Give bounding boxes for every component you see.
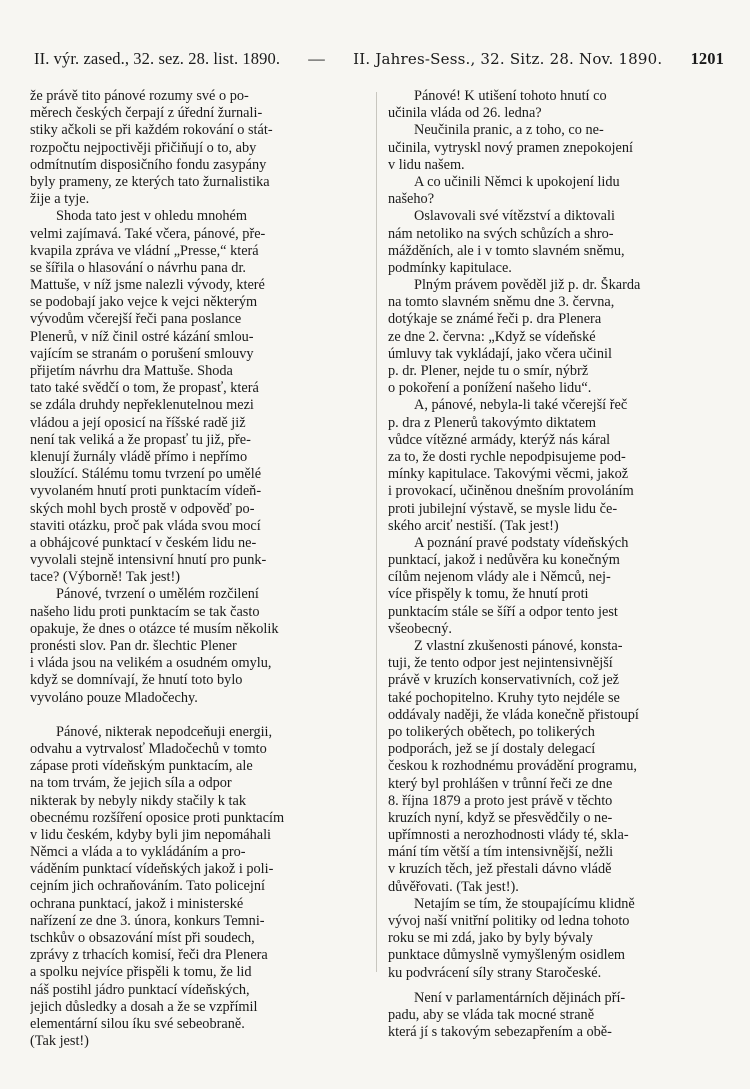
text-line: měrech českých čerpají z úřední žurnali- [30,105,263,122]
page-number: 1201 [690,49,724,68]
text-line: kruzích nyní, když se přesvědčily o ne- [388,809,613,826]
text-line: vajícím se stranám o porušení smlouvy [30,345,254,362]
text-line: našeho lidu proti punktacím se tak často [30,603,260,620]
text-line: na tomto slavném sněmu dne 3. června, [388,294,615,311]
text-line: vládou a její oposicí na říšské radě již [30,414,246,431]
paragraph [388,535,720,638]
text-line: za to, že dosti rychle nepodpisujeme pod- [388,448,626,465]
text-line: i provokací, učiněnou dnešním provoláním [388,483,634,500]
text-line: cílům nejenom vlády ale i Němců, nej- [388,569,611,586]
text-line: v lidu našem. [388,156,465,173]
text-line: oddávaly naději, že vláda konečně přistoupí [388,706,639,723]
text-line: elementární silou íku své sebeobraně. [30,1015,245,1032]
text-line: Netajím se tím, že stoupajícímu klidně [414,895,635,912]
text-line: také pochopitelno. Kruhy tyto nejdéle se [388,689,620,706]
text-line: českou k rozhodnému provádění programu, [388,758,637,775]
text-line: Není v parlamentárních dějinách pří- [414,989,626,1006]
text-line: rozpočtu nejpoctivěji přičiňují o to, aby [30,139,257,156]
paragraph [388,122,720,174]
text-line: cejním jich ochraňováním. Tato policejní [30,878,265,895]
text-line: náš postihl jádro punktací vídeňských, [30,981,250,998]
header-dash: — [308,49,325,68]
text-line: učinila, vytryskl nový pramen znepokojení [388,139,633,156]
text-line: o pokoření a ponížení našeho lidu“. [388,380,592,397]
paragraph [388,208,720,277]
header-session-czech: II. výr. zased., 32. sez. 28. list. 1890. [34,49,281,68]
text-line: i vláda jsou na velikém a osudném omylu, [30,655,272,672]
text-line: vývoj naší vnitřní politiky od ledna tohoto [388,913,630,929]
text-line: roku se mi zdá, jako by byly bývaly [388,930,593,947]
text-line: není tak veliká a že propasť tu již, pře- [30,431,251,448]
column-divider [376,92,377,972]
paragraph [388,990,720,1042]
text-line: jejich důsledky a dosah a že se vzpřímil [30,998,258,1015]
text-line: Pánové, nikterak nepodceňuji energii, [56,723,273,740]
text-line: A co učinili Němci k upokojení lidu [414,173,620,190]
paragraph [388,397,720,535]
text-line: ských mohl bych prostě v odpověď po- [30,500,255,517]
text-line: Mattuše, v níž jsme nalezli vývody, které [30,277,265,294]
text-line: 8. října 1879 a proto jest právě v těchto [388,792,613,809]
text-line: našeho? [388,191,435,208]
text-line: ochrana punktací, jakož i ministerské [30,895,244,912]
text-line: když se domnívají, že hnutí toto bylo [30,672,243,689]
text-line: p. dr. Plener, nejde tu o smír, nýbrž [388,363,589,379]
text-line: dotýkaje se známé řeči p. dra Plenera [388,311,602,328]
text-line: který byl prohlášen v trůnní řeči ze dne [388,775,613,792]
text-line: všeobecný. [388,620,452,637]
text-line: tuji, že tento odpor jest nejintensivnější [388,655,613,672]
text-line: právě v kruzích konservativních, což jež [388,672,620,689]
text-line: vůdce vítězné armády, kterýž nás káral [388,431,611,448]
text-line: vývodům včerejší řeči pana poslance [30,311,242,328]
text-line: A, pánové, nebyla-li také včerejší řeč [414,397,628,414]
text-line: staviti otázku, proč pak vláda svou mocí [30,517,261,534]
text-line: nařízení ze dne 3. února, konkurs Temni- [30,912,265,929]
text-line: nám netoliko na svých schůzích a shro- [388,225,614,242]
text-line: žije a tyje. [30,191,90,208]
header-session-german: II. Jahres-Sess., 32. Sitz. 28. Nov. 1890. [353,50,663,68]
text-line: vyvolaném hnutí proti punktacím vídeň- [30,483,262,500]
text-line: a spolku nejvíce přispěli k tomu, že lid [30,964,252,981]
text-line: více přispěly k tomu, že hnutí proti [388,586,589,603]
text-line: váděním punktací vídeňských jakož i poli- [30,861,274,878]
text-line: Plenerů, v níž činil ostré kázání smlou- [30,328,254,345]
text-line: opakuje, že dnes o otázce té musím několik [30,620,279,637]
text-line: obecnému rozšíření oposice proti punktacím [30,809,285,826]
text-line: tato také svědčí o tom, že propasť, která [30,380,259,397]
text-columns [30,88,720,1078]
text-line: po tolikerých obětech, po tolikerých [388,723,595,740]
text-line: Němci a vláda a to vykládáním a pro- [30,844,246,861]
text-line: sloužící. Stálému tomu tvrzení po umělé [30,466,262,483]
text-line: Oslavovali své vítězství a diktovali [414,208,615,225]
text-line: důvěřovati. (Tak jest!). [388,878,519,895]
text-line: tace? (Výborně! Tak jest!) [30,569,180,586]
text-line: nikterak by nebyly nikdy stačily k tak [30,792,246,809]
text-line: ského arciť nestiší. (Tak jest!) [388,517,559,534]
text-line: Pánové! K utišení tohoto hnutí co [414,88,607,104]
text-line: pronésti slov. Pan dr. šlechtic Plener [30,638,237,654]
text-line: vyvoláno pouze Mladočechy. [30,689,198,706]
text-line: na tom trvám, že jejich síla a odpor [30,775,232,792]
paragraph [388,638,720,896]
text-line: (Tak jest!) [30,1033,89,1050]
text-line: punktacím stále se šíří a odpor tento jest [388,603,618,620]
paragraph [388,174,720,208]
text-line: padu, aby se vláda tak mocné straně [388,1006,595,1023]
text-line: kvapila zpráva ve vládní „Presse,“ která [30,242,259,259]
text-line: tschkův o obsazování míst při soudech, [30,930,255,946]
text-line: odmítnutím disposičního fondu zasypány [30,156,267,173]
text-line: v lidu českém, kdyby byli jim nepomáhali [30,826,272,843]
text-line: úmluvy tak vykládají, jako včera učinil [388,345,612,362]
text-line: A poznání pravé podstaty vídeňských [414,534,629,551]
text-line: zápase proti vídeňským punktacím, ale [30,758,253,775]
paragraph [30,724,362,1051]
text-line: mínky kapitulace. Takovými věcmi, jakož [388,466,629,483]
text-line: podmínky kapitulace. [388,259,512,276]
paragraph [30,88,362,208]
text-line: Shoda tato jest v ohledu mnohém [56,208,247,225]
text-line: a obhájcové punktací v českém lidu ne- [30,534,257,551]
text-line: Pánové, tvrzení o umělém rozčilení [56,586,259,603]
text-line: ku podvrácení síly strany Staročeské. [388,964,602,981]
text-line: p. dra z Plenerů takovýmto diktatem [388,414,597,431]
text-line: velmi zajímavá. Také včera, pánové, pře- [30,225,266,242]
paragraph [30,586,362,706]
text-line: která jí s takovým sebezapřením a obě- [388,1024,612,1041]
text-line: klenují žurnály vládě přímo i nepřímo [30,448,248,465]
text-line: vyvolali stejně intensivní hnutí pro punk- [30,552,267,569]
text-line: že právě tito pánové rozumy své o po- [30,88,249,104]
paragraph [388,277,720,397]
left-column [30,88,362,1050]
page-header [34,44,724,74]
text-line: punktací, jakož i nedůvěra ku konečným [388,552,620,569]
paragraph [30,208,362,586]
text-line: učinila vláda od 26. ledna? [388,105,542,122]
text-line: zprávy z trhacích komisí, řeči dra Plenera [30,947,268,964]
text-line: mání tím větší a tím intensivnější, nežli [388,844,614,861]
text-line: upřímnosti a nerozhodnosti vlády té, skla- [388,827,629,844]
text-line: proti jubilejní výstavě, se mysle lidu če- [388,500,618,517]
text-line: se šířila o hlasování o návrhu pana dr. [30,259,246,276]
text-line: byly prameny, ze kterých tato žurnalistika [30,173,270,190]
text-line: Plným právem pověděl již p. dr. Škarda [414,277,641,294]
text-line: stiky ačkoli se při každém rokování o stát- [30,122,273,139]
text-line: odvahu a vytrvalosť Mladočechů v tomto [30,740,267,757]
text-line: mážděních, ale i v tomto slavném sněmu, [388,242,625,259]
text-line: se zdála druhdy nepřeklenutelnou mezi [30,397,254,414]
paragraph [388,88,720,122]
text-line: Z vlastní zkušenosti pánové, konsta- [414,638,623,654]
text-line: v kruzích těch, jež přestali dávno vládě [388,861,612,878]
text-line: Neučinila pranic, a z toho, co ne- [414,122,604,139]
text-line: podporách, jež se jí dostaly delegací [388,741,596,758]
text-line: ze dne 2. června: „Když se vídeňské [388,328,596,345]
text-line: se podobají jako vejce k vejci některým [30,294,258,311]
paragraph [388,896,720,982]
text-line: punktace důmyslně vymyšleným osidlem [388,947,626,964]
text-line: přijetím návrhu dra Mattuše. Shoda [30,363,233,379]
right-column [388,88,720,1041]
